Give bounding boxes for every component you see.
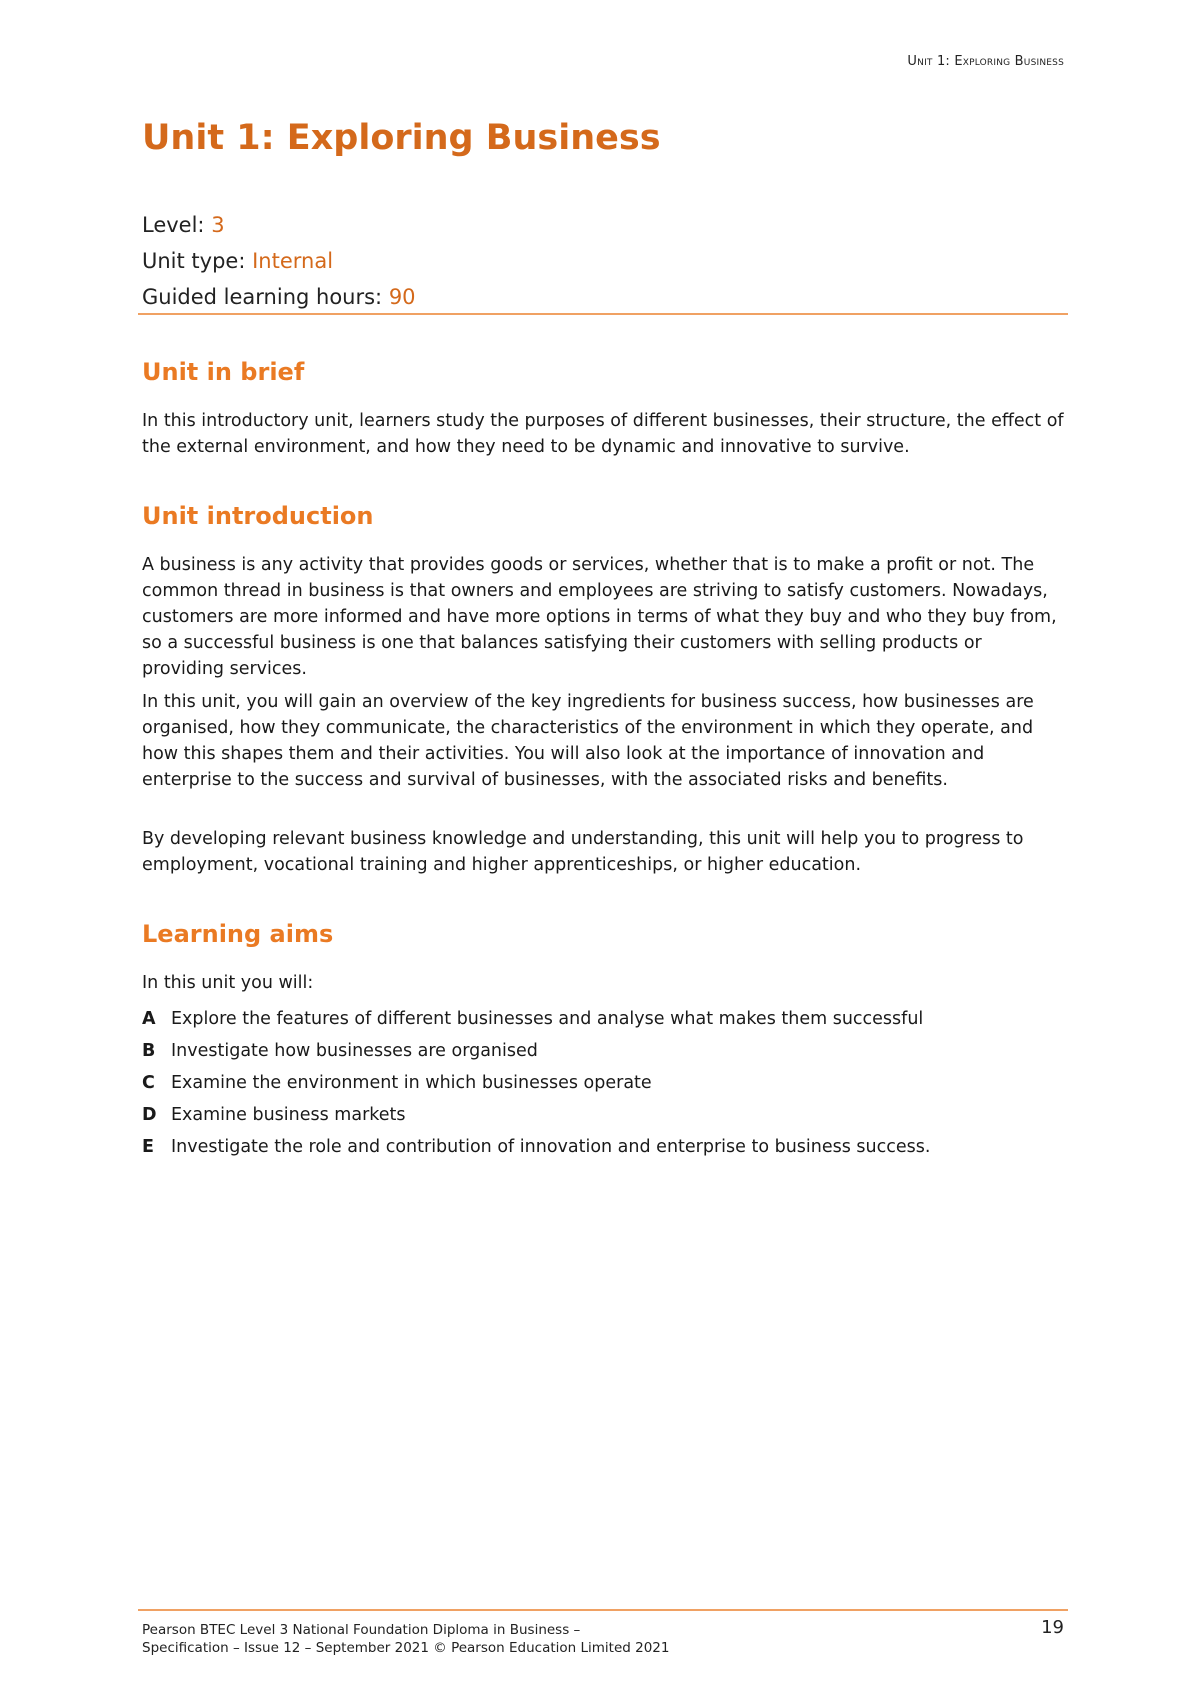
list-item (142, 1070, 942, 1096)
unit-type-value: Internal (252, 249, 334, 273)
learning-aims-list (142, 1006, 1064, 1166)
learning-aims-intro: In this unit you will: (142, 973, 314, 993)
page-number: 19 (1041, 1617, 1064, 1638)
level-row (142, 207, 416, 243)
glh-value: 90 (388, 285, 416, 309)
footer-line-1: Pearson BTEC Level 3 National Foundation Diploma in Business – (142, 1622, 581, 1638)
aim-text: Investigate the role and contribution of innovation and enterprise to business success. (171, 1137, 931, 1157)
level-label: Level: (142, 213, 212, 237)
list-item (142, 1134, 942, 1160)
unit-in-brief-heading: Unit in brief (142, 358, 305, 386)
aim-letter: A (142, 1009, 156, 1029)
page-title: Unit 1: Exploring Business (142, 118, 661, 158)
aim-text: Explore the features of different businesses and analyse what makes them successful (171, 1009, 924, 1029)
unit-type-label: Unit type: (142, 249, 253, 273)
list-item (142, 1038, 942, 1064)
unit-introduction-heading: Unit introduction (142, 502, 374, 530)
aim-letter: B (142, 1041, 156, 1061)
glh-row (142, 279, 416, 315)
aim-letter: E (142, 1137, 154, 1157)
footer-line-2: Specification – Issue 12 – September 2021 © Pearson Education Limited 2021 (142, 1640, 670, 1656)
list-item (142, 1006, 942, 1032)
unit-in-brief-text: In this introductory unit, learners study the purposes of different businesses, their structure, the effect of the external environment, and how they need to be dynamic and innovative to survive. (142, 411, 1064, 457)
footer (142, 1621, 670, 1657)
running-header: Unit 1: Exploring Business (907, 54, 1064, 69)
list-item (142, 1102, 942, 1128)
aim-text: Examine business markets (171, 1105, 406, 1125)
introduction-paragraph-1: A business is any activity that provides goods or services, whether that is to make a profit or not. The common thread in business is that owners and employees are striving to satisfy customers. Nowadays, customers are more informed and have more options in terms of what they buy and who they buy from, so a successful business is one that balances satisfying their customers with selling products or providing services. (142, 555, 1057, 679)
footer-divider (138, 1609, 1068, 1611)
level-value: 3 (211, 213, 225, 237)
unit-meta (142, 207, 416, 315)
aim-text: Investigate how businesses are organised (171, 1041, 538, 1061)
glh-label: Guided learning hours: (142, 285, 389, 309)
aim-letter: C (142, 1073, 155, 1093)
meta-divider (138, 313, 1068, 315)
introduction-paragraph-2: In this unit, you will gain an overview of the key ingredients for business success, how businesses are organised, how they communicate, the characteristics of the environment in which they operate, and how this shapes them and their activities. You will also look at the importance of innovation and enterprise to the success and survival of businesses, with the associated risks and benefits. (142, 692, 1034, 790)
introduction-paragraph-3: By developing relevant business knowledge and understanding, this unit will help you to progress to employment, vocational training and higher apprenticeships, or higher education. (142, 829, 1024, 875)
unit-type-row (142, 243, 416, 279)
learning-aims-heading: Learning aims (142, 920, 334, 948)
aim-text: Examine the environment in which businesses operate (171, 1073, 652, 1093)
aim-letter: D (142, 1105, 157, 1125)
